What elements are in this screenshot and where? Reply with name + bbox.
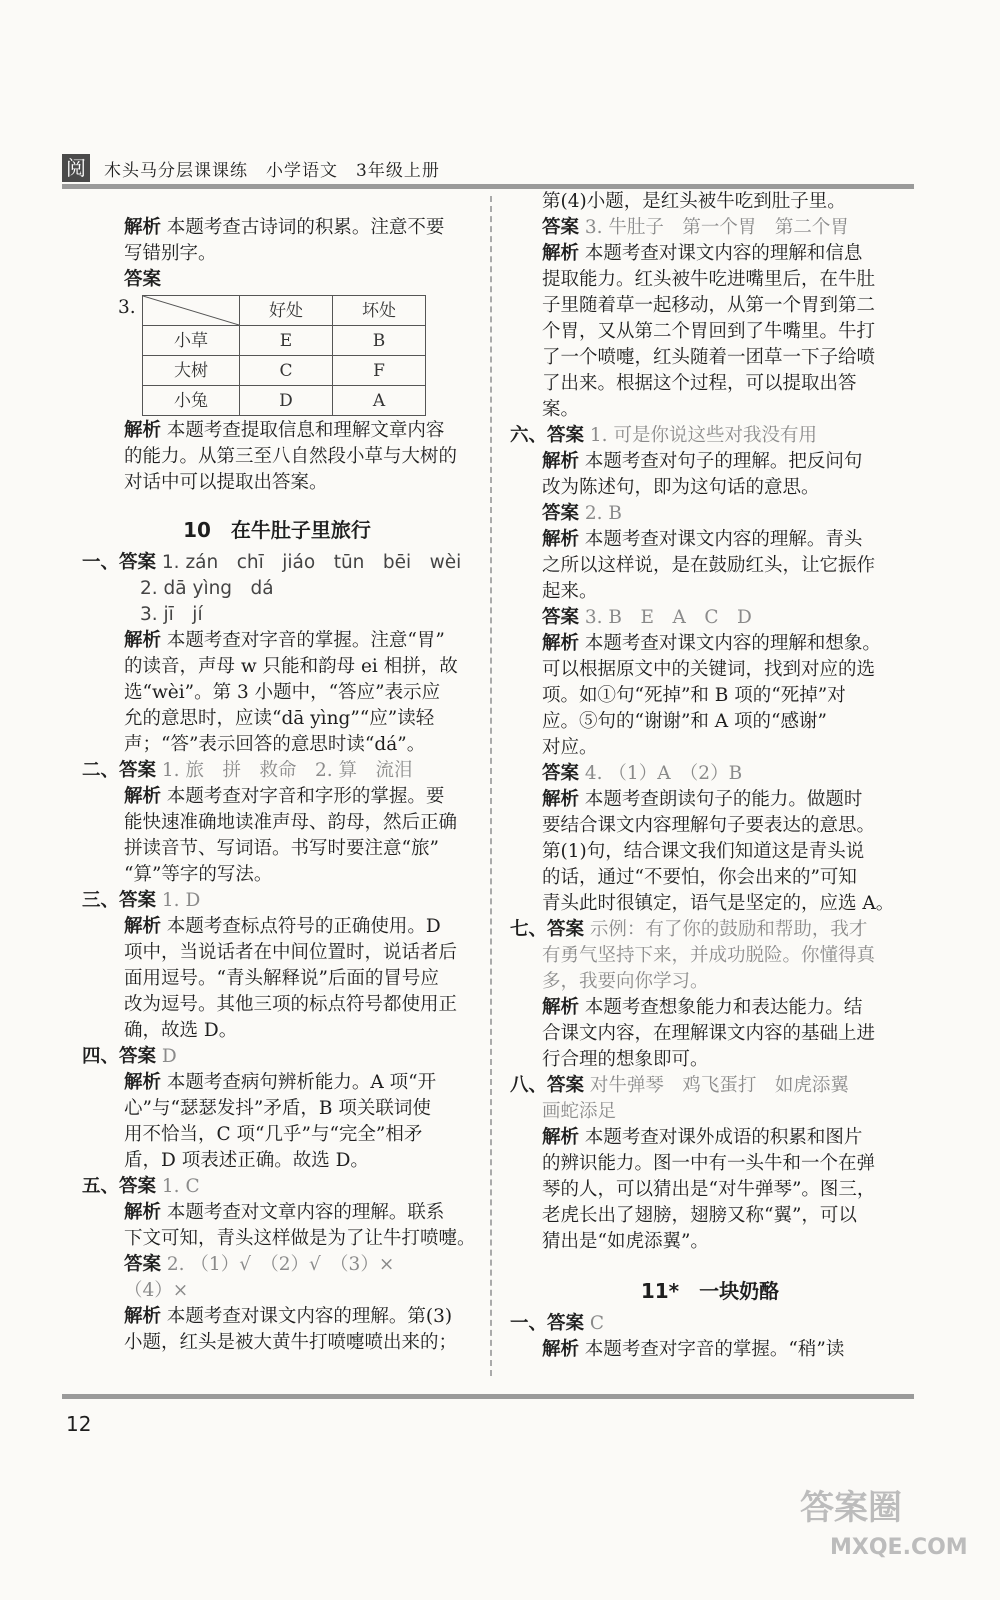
table-header: 好处 <box>240 296 333 326</box>
text-line: 项。如①句“死掉”和 B 项的“死掉”对 <box>542 685 846 706</box>
text-line: 选“wèi”。第 3 小题中，“答应”表示应 <box>124 682 441 703</box>
text-line: 答案 3. 牛肚子 第一个胃 第二个胃 <box>542 217 849 238</box>
text-line: 解析 本题考查朗读句子的能力。做题时 <box>542 789 863 810</box>
text-line: 解析 本题考查对字音的掌握。“稍”读 <box>542 1339 845 1360</box>
text-line: 的能力。从第三至八自然段小草与大树的 <box>124 446 458 467</box>
text-line: 第(4)小题，是红头被牛吃到肚子里。 <box>542 191 846 212</box>
text-line: 确，故选 D。 <box>124 1020 238 1041</box>
text-line: 有勇气坚持下来，并成功脱险。你懂得真 <box>542 945 876 966</box>
text-line: 解析 本题考查对句子的理解。把反问句 <box>542 451 863 472</box>
text-line: 画蛇添足 <box>542 1101 617 1122</box>
text-line: 项中，当说话者在中间位置时，说话者后 <box>124 942 458 963</box>
book-title: 木头马分层课课练 小学语文 3年级上册 <box>104 161 440 181</box>
table-cell: F <box>333 356 426 386</box>
text-line: 允的意思时，应读“dā yìng”“应”读轻 <box>124 708 435 729</box>
text-line: 心”与“瑟瑟发抖”矛盾，B 项关联词使 <box>124 1098 431 1119</box>
text-line: 声；“答”表示回答的意思时读“dá”。 <box>124 734 426 755</box>
text-line: 解析 本题考查想象能力和表达能力。结 <box>542 997 863 1018</box>
table-row <box>143 356 426 386</box>
text-line: 答案 4. （1）A （2）B <box>542 763 743 784</box>
text-line: 之所以这样说，是在鼓励红头，让它振作 <box>542 555 876 576</box>
text-line: 的辨识能力。图一中有一头牛和一个在弹 <box>542 1153 876 1174</box>
text-line: 琴的人，可以猜出是“对牛弹琴”。图三， <box>542 1179 876 1200</box>
book-logo-icon: 阅 <box>62 154 90 182</box>
diagonal-line <box>143 296 239 325</box>
text-line: 答案 3. B E A C D <box>542 607 752 628</box>
text-line: 猜出是“如虎添翼”。 <box>542 1231 709 1252</box>
text-line: 二、答案 1. 旅 拼 救命 2. 算 流泪 <box>82 760 413 781</box>
text-line: 七、答案 示例：有了你的鼓励和帮助，我才 <box>510 919 868 940</box>
left-column <box>82 215 476 1356</box>
text-line: 可以根据原文中的关键词，找到对应的选 <box>542 659 876 680</box>
text-line: 解析 本题考查提取信息和理解文章内容 <box>124 420 445 441</box>
text-line: 拼读音节、写词语。书写时要注意“旅” <box>124 838 439 859</box>
text-line: 的读音，声母 w 只能和韵母 ei 相拼，故 <box>124 656 458 677</box>
text-line: 起来。 <box>542 581 598 602</box>
lesson-title: 10 在牛肚子里旅行 <box>183 518 371 542</box>
footer-rule <box>62 1394 914 1399</box>
text-line: 了出来。根据这个过程，可以提取出答 <box>542 373 857 394</box>
lesson-title: 11* 一块奶酪 <box>640 1279 780 1303</box>
text-line: 合课文内容，在理解课文内容的基础上进 <box>542 1023 876 1044</box>
table-cell: 大树 <box>143 356 240 386</box>
text-line: 解析 本题考查对课外成语的积累和图片 <box>542 1127 863 1148</box>
text-line: 解析 本题考查对字音和字形的掌握。要 <box>124 786 445 807</box>
text-line: 提取能力。红头被牛吃进嘴里后，在牛肚 <box>542 269 876 290</box>
page-header <box>62 150 914 186</box>
text-line: 子里随着草一起移动，从第一个胃到第二 <box>542 295 876 316</box>
table-cell: D <box>240 386 333 416</box>
text-line: 的话，通过“不要怕，你会出来的”可知 <box>542 867 857 888</box>
text-line: 答案 2. （1）√ （2）√ （3）× <box>124 1254 395 1275</box>
text-line: 解析 本题考查对课文内容的理解。青头 <box>542 529 863 550</box>
text-line: 解析 本题考查对字音的掌握。注意“胃” <box>124 630 445 651</box>
text-line: 解析 本题考查病句辨析能力。A 项“开 <box>124 1072 437 1093</box>
text-line: 解析 本题考查对文章内容的理解。联系 <box>124 1202 445 1223</box>
text-line: 面用逗号。“青头解释说”后面的冒号应 <box>124 968 439 989</box>
text-line: 老虎长出了翅膀，翅膀又称“翼”，可以 <box>542 1205 857 1226</box>
text-line: 能快速准确地读准声母、韵母，然后正确 <box>124 812 458 833</box>
text-line: 对话中可以提取出答案。 <box>124 472 328 493</box>
table-cell: 小草 <box>143 326 240 356</box>
text-line: 要结合课文内容理解句子要表达的意思。 <box>542 815 876 836</box>
question-number: 3. <box>118 297 136 318</box>
table-row <box>143 386 426 416</box>
right-column <box>510 189 910 1363</box>
text-line: “算”等字的写法。 <box>124 864 273 885</box>
text-line: 改为逗号。其他三项的标点符号都使用正 <box>124 994 458 1015</box>
text-line: 一、答案 1. zán chī jiáo tūn bēi wèi <box>82 552 462 573</box>
table-cell: 小兔 <box>143 386 240 416</box>
table-cell: E <box>240 326 333 356</box>
text-line: 答案 2. B <box>542 503 623 524</box>
watermark-logo: 答案圈 <box>800 1488 902 1528</box>
text-line: 三、答案 1. D <box>82 890 201 911</box>
text-line: 行合理的想象即可。 <box>542 1049 709 1070</box>
text-line: 下文可知，青头这样做是为了让牛打喷嚏。 <box>124 1228 476 1249</box>
text-line: 八、答案 对牛弹琴 鸡飞蛋打 如虎添翼 <box>510 1075 849 1096</box>
text-line: 第(1)句，结合课文我们知道这是青头说 <box>542 841 865 862</box>
table-cell: C <box>240 356 333 386</box>
text-line: 2. dā yìng dá <box>140 578 274 599</box>
text-line: 解析 本题考查标点符号的正确使用。D <box>124 916 441 937</box>
text-line: 案。 <box>542 399 580 420</box>
text-line: 五、答案 1. C <box>82 1176 200 1197</box>
text-line: 个胃，又从第二个胃回到了牛嘴里。牛打 <box>542 321 876 342</box>
text-line: 青头此时很镇定，语气是坚定的，应选 A。 <box>542 893 895 914</box>
table-header: 坏处 <box>333 296 426 326</box>
table-cell: A <box>333 386 426 416</box>
text-line: 解析 本题考查对课文内容的理解。第(3) <box>124 1306 453 1327</box>
table-corner-cell <box>143 296 240 326</box>
text-line: 解析 本题考查对课文内容的理解和想象。 <box>542 633 881 654</box>
answer-table-block <box>82 295 472 416</box>
text-line: 写错别字。 <box>124 243 217 264</box>
column-divider <box>490 196 492 1376</box>
text-line: 了一个喷嚏，红头随着一团草一下子给喷 <box>542 347 876 368</box>
table-row <box>143 326 426 356</box>
text-line: 用不恰当，C 项“几乎”与“完全”相矛 <box>124 1124 423 1145</box>
text-line: 小题，红头是被大黄牛打喷嚏喷出来的； <box>124 1332 458 1353</box>
text-line: 解析 本题考查古诗词的积累。注意不要 <box>124 217 445 238</box>
answer-label: 答案 <box>124 269 162 290</box>
answer-table <box>142 295 426 416</box>
text-line: 解析 本题考查对课文内容的理解和信息 <box>542 243 863 264</box>
text-line: 对应。 <box>542 737 598 758</box>
watermark-url: MXQE.COM <box>830 1535 968 1560</box>
table-cell: B <box>333 326 426 356</box>
text-line: 六、答案 1. 可是你说这些对我没有用 <box>510 425 817 446</box>
text-line: 3. jī jí <box>140 604 203 625</box>
text-line: 应。⑤句的“谢谢”和 A 项的“感谢” <box>542 711 827 732</box>
page-number: 12 <box>66 1412 92 1436</box>
text-line: 盾，D 项表述正确。故选 D。 <box>124 1150 369 1171</box>
text-line: 多，我要向你学习。 <box>542 971 709 992</box>
text-line: 一、答案 C <box>510 1313 605 1334</box>
text-line: （4）× <box>124 1280 189 1301</box>
text-line: 改为陈述句，即为这句话的意思。 <box>542 477 820 498</box>
text-line: 四、答案 D <box>82 1046 177 1067</box>
